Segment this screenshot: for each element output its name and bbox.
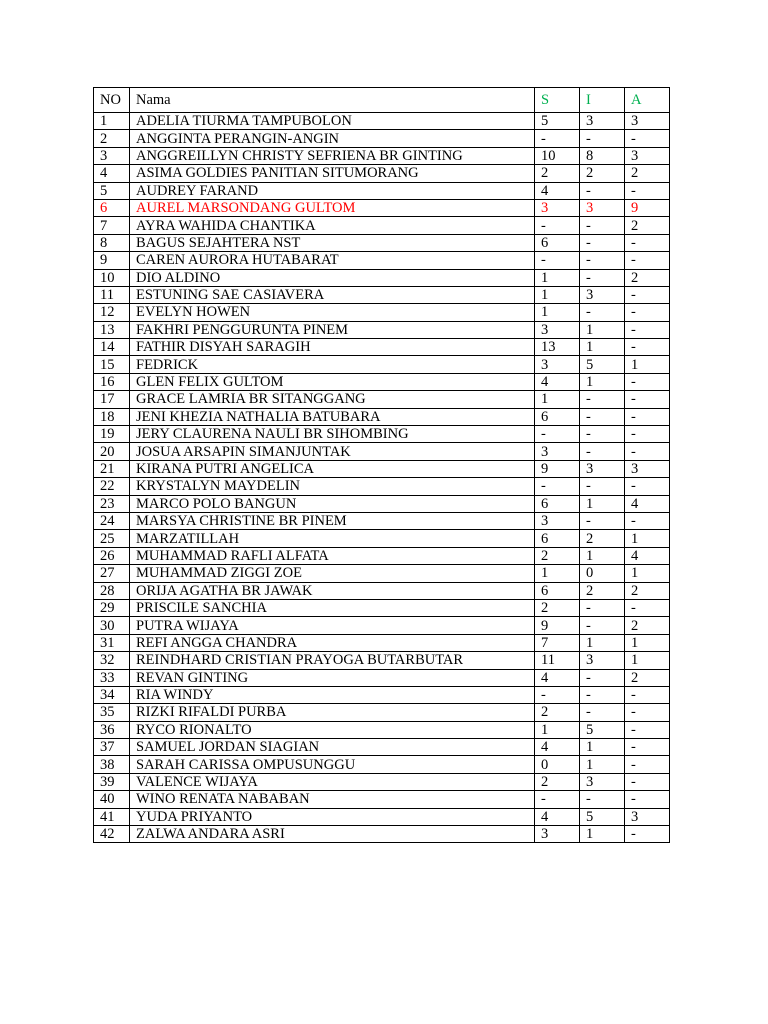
sakit-count-cell: -	[535, 426, 580, 443]
alpa-count-cell: -	[625, 756, 670, 773]
alpa-count-cell: 2	[625, 269, 670, 286]
sakit-count-cell: 3	[535, 826, 580, 843]
row-number-cell: 37	[94, 739, 130, 756]
sakit-count-cell: 6	[535, 408, 580, 425]
table-row	[94, 304, 670, 321]
row-number-cell: 38	[94, 756, 130, 773]
izin-count-cell: 1	[580, 634, 625, 651]
table-row	[94, 460, 670, 477]
table-row	[94, 652, 670, 669]
alpa-count-cell: -	[625, 721, 670, 738]
izin-count-cell: -	[580, 391, 625, 408]
table-row	[94, 426, 670, 443]
student-name-cell: PUTRA WIJAYA	[130, 617, 535, 634]
alpa-count-cell: -	[625, 443, 670, 460]
row-number-cell: 31	[94, 634, 130, 651]
row-number-cell: 1	[94, 113, 130, 130]
student-name-cell: AUREL MARSONDANG GULTOM	[130, 199, 535, 216]
table-row	[94, 408, 670, 425]
alpa-count-cell: 1	[625, 634, 670, 651]
izin-count-cell: 3	[580, 199, 625, 216]
sakit-count-cell: 1	[535, 391, 580, 408]
student-name-cell: FEDRICK	[130, 356, 535, 373]
alpa-count-cell: 2	[625, 617, 670, 634]
sakit-count-cell: 2	[535, 547, 580, 564]
student-name-cell: WINO RENATA NABABAN	[130, 791, 535, 808]
row-number-cell: 24	[94, 512, 130, 529]
sakit-count-cell: 1	[535, 721, 580, 738]
izin-count-cell: -	[580, 182, 625, 199]
table-row	[94, 373, 670, 390]
alpa-count-cell: -	[625, 512, 670, 529]
alpa-count-cell: 3	[625, 808, 670, 825]
sakit-count-cell: 6	[535, 530, 580, 547]
sakit-count-cell: 4	[535, 182, 580, 199]
student-name-cell: MARZATILLAH	[130, 530, 535, 547]
sakit-count-cell: 1	[535, 304, 580, 321]
table-row	[94, 234, 670, 251]
sakit-count-cell: 13	[535, 339, 580, 356]
izin-count-cell: -	[580, 304, 625, 321]
izin-count-cell: 1	[580, 339, 625, 356]
row-number-cell: 42	[94, 826, 130, 843]
izin-count-cell: 2	[580, 582, 625, 599]
alpa-count-cell: 3	[625, 147, 670, 164]
sakit-count-cell: 0	[535, 756, 580, 773]
sakit-count-cell: 5	[535, 113, 580, 130]
izin-count-cell: -	[580, 617, 625, 634]
sakit-count-cell: 4	[535, 373, 580, 390]
student-name-cell: ANGGREILLYN CHRISTY SEFRIENA BR GINTING	[130, 147, 535, 164]
row-number-cell: 35	[94, 704, 130, 721]
row-number-cell: 14	[94, 339, 130, 356]
izin-count-cell: -	[580, 686, 625, 703]
alpa-count-cell: 1	[625, 565, 670, 582]
sakit-count-cell: -	[535, 217, 580, 234]
attendance-table	[93, 87, 670, 843]
izin-count-cell: -	[580, 443, 625, 460]
student-name-cell: ZALWA ANDARA ASRI	[130, 826, 535, 843]
sakit-count-cell: 4	[535, 808, 580, 825]
alpa-count-cell: -	[625, 478, 670, 495]
table-row	[94, 739, 670, 756]
izin-count-cell: 1	[580, 373, 625, 390]
alpa-count-cell: 1	[625, 356, 670, 373]
izin-count-cell: 3	[580, 460, 625, 477]
sakit-count-cell: -	[535, 130, 580, 147]
table-row	[94, 791, 670, 808]
student-name-cell: KIRANA PUTRI ANGELICA	[130, 460, 535, 477]
table-row	[94, 634, 670, 651]
student-name-cell: FAKHRI PENGGURUNTA PINEM	[130, 321, 535, 338]
alpa-count-cell: -	[625, 739, 670, 756]
student-name-cell: MARCO POLO BANGUN	[130, 495, 535, 512]
sakit-count-cell: 7	[535, 634, 580, 651]
header-no: NO	[94, 88, 130, 113]
izin-count-cell: -	[580, 217, 625, 234]
izin-count-cell: 1	[580, 756, 625, 773]
row-number-cell: 12	[94, 304, 130, 321]
sakit-count-cell: -	[535, 252, 580, 269]
sakit-count-cell: 2	[535, 704, 580, 721]
student-name-cell: YUDA PRIYANTO	[130, 808, 535, 825]
table-row	[94, 269, 670, 286]
row-number-cell: 17	[94, 391, 130, 408]
izin-count-cell: -	[580, 669, 625, 686]
student-name-cell: ESTUNING SAE CASIAVERA	[130, 286, 535, 303]
student-name-cell: AUDREY FARAND	[130, 182, 535, 199]
alpa-count-cell: -	[625, 686, 670, 703]
table-row	[94, 565, 670, 582]
izin-count-cell: 5	[580, 356, 625, 373]
izin-count-cell: 5	[580, 808, 625, 825]
row-number-cell: 6	[94, 199, 130, 216]
izin-count-cell: 8	[580, 147, 625, 164]
table-row	[94, 756, 670, 773]
table-row	[94, 808, 670, 825]
table-body	[94, 113, 670, 843]
row-number-cell: 23	[94, 495, 130, 512]
row-number-cell: 16	[94, 373, 130, 390]
student-name-cell: REVAN GINTING	[130, 669, 535, 686]
table-row	[94, 599, 670, 616]
student-name-cell: PRISCILE SANCHIA	[130, 599, 535, 616]
student-name-cell: DIO ALDINO	[130, 269, 535, 286]
table-row	[94, 182, 670, 199]
row-number-cell: 10	[94, 269, 130, 286]
row-number-cell: 2	[94, 130, 130, 147]
table-row	[94, 391, 670, 408]
student-name-cell: JERY CLAURENA NAULI BR SIHOMBING	[130, 426, 535, 443]
student-name-cell: GRACE LAMRIA BR SITANGGANG	[130, 391, 535, 408]
alpa-count-cell: 2	[625, 165, 670, 182]
header-sakit: S	[535, 88, 580, 113]
student-name-cell: REFI ANGGA CHANDRA	[130, 634, 535, 651]
alpa-count-cell: -	[625, 599, 670, 616]
sakit-count-cell: 3	[535, 321, 580, 338]
table-row	[94, 547, 670, 564]
izin-count-cell: 5	[580, 721, 625, 738]
table-row	[94, 826, 670, 843]
row-number-cell: 13	[94, 321, 130, 338]
student-name-cell: SAMUEL JORDAN SIAGIAN	[130, 739, 535, 756]
sakit-count-cell: 6	[535, 495, 580, 512]
izin-count-cell: 2	[580, 530, 625, 547]
izin-count-cell: -	[580, 252, 625, 269]
table-row	[94, 113, 670, 130]
alpa-count-cell: 1	[625, 530, 670, 547]
row-number-cell: 33	[94, 669, 130, 686]
table-row	[94, 512, 670, 529]
row-number-cell: 21	[94, 460, 130, 477]
sakit-count-cell: 6	[535, 234, 580, 251]
row-number-cell: 3	[94, 147, 130, 164]
sakit-count-cell: 1	[535, 286, 580, 303]
row-number-cell: 5	[94, 182, 130, 199]
table-row	[94, 495, 670, 512]
izin-count-cell: 2	[580, 165, 625, 182]
student-name-cell: ADELIA TIURMA TAMPUBOLON	[130, 113, 535, 130]
table-row	[94, 339, 670, 356]
table-row	[94, 686, 670, 703]
student-name-cell: GLEN FELIX GULTOM	[130, 373, 535, 390]
student-name-cell: KRYSTALYN MAYDELIN	[130, 478, 535, 495]
row-number-cell: 20	[94, 443, 130, 460]
izin-count-cell: 1	[580, 826, 625, 843]
row-number-cell: 39	[94, 773, 130, 790]
table-row	[94, 478, 670, 495]
alpa-count-cell: -	[625, 252, 670, 269]
izin-count-cell: -	[580, 704, 625, 721]
row-number-cell: 15	[94, 356, 130, 373]
header-nama: Nama	[130, 88, 535, 113]
table-row	[94, 617, 670, 634]
alpa-count-cell: -	[625, 426, 670, 443]
student-name-cell: JOSUA ARSAPIN SIMANJUNTAK	[130, 443, 535, 460]
row-number-cell: 28	[94, 582, 130, 599]
table-row	[94, 582, 670, 599]
alpa-count-cell: -	[625, 182, 670, 199]
table-row	[94, 252, 670, 269]
table-row	[94, 704, 670, 721]
alpa-count-cell: 9	[625, 199, 670, 216]
student-name-cell: VALENCE WIJAYA	[130, 773, 535, 790]
izin-count-cell: -	[580, 512, 625, 529]
izin-count-cell: 3	[580, 113, 625, 130]
row-number-cell: 34	[94, 686, 130, 703]
izin-count-cell: -	[580, 269, 625, 286]
student-name-cell: REINDHARD CRISTIAN PRAYOGA BUTARBUTAR	[130, 652, 535, 669]
izin-count-cell: -	[580, 130, 625, 147]
row-number-cell: 8	[94, 234, 130, 251]
sakit-count-cell: 9	[535, 617, 580, 634]
table-row	[94, 147, 670, 164]
sakit-count-cell: 4	[535, 739, 580, 756]
sakit-count-cell: 11	[535, 652, 580, 669]
row-number-cell: 11	[94, 286, 130, 303]
sakit-count-cell: -	[535, 478, 580, 495]
student-name-cell: ASIMA GOLDIES PANITIAN SITUMORANG	[130, 165, 535, 182]
table-row	[94, 443, 670, 460]
alpa-count-cell: -	[625, 373, 670, 390]
row-number-cell: 29	[94, 599, 130, 616]
student-name-cell: JENI KHEZIA NATHALIA BATUBARA	[130, 408, 535, 425]
alpa-count-cell: -	[625, 791, 670, 808]
row-number-cell: 9	[94, 252, 130, 269]
alpa-count-cell: -	[625, 339, 670, 356]
alpa-count-cell: -	[625, 321, 670, 338]
izin-count-cell: 1	[580, 321, 625, 338]
alpa-count-cell: -	[625, 773, 670, 790]
student-name-cell: ORIJA AGATHA BR JAWAK	[130, 582, 535, 599]
izin-count-cell: 3	[580, 286, 625, 303]
table-row	[94, 217, 670, 234]
row-number-cell: 4	[94, 165, 130, 182]
table-row	[94, 286, 670, 303]
alpa-count-cell: 3	[625, 113, 670, 130]
sakit-count-cell: 2	[535, 773, 580, 790]
row-number-cell: 22	[94, 478, 130, 495]
alpa-count-cell: -	[625, 408, 670, 425]
table-row	[94, 356, 670, 373]
table-row	[94, 130, 670, 147]
row-number-cell: 18	[94, 408, 130, 425]
row-number-cell: 26	[94, 547, 130, 564]
izin-count-cell: 0	[580, 565, 625, 582]
table-row	[94, 165, 670, 182]
student-name-cell: MARSYA CHRISTINE BR PINEM	[130, 512, 535, 529]
row-number-cell: 7	[94, 217, 130, 234]
izin-count-cell: 1	[580, 547, 625, 564]
sakit-count-cell: 2	[535, 599, 580, 616]
izin-count-cell: 3	[580, 652, 625, 669]
sakit-count-cell: 2	[535, 165, 580, 182]
header-alpa: A	[625, 88, 670, 113]
sakit-count-cell: 9	[535, 460, 580, 477]
row-number-cell: 30	[94, 617, 130, 634]
alpa-count-cell: -	[625, 391, 670, 408]
row-number-cell: 19	[94, 426, 130, 443]
izin-count-cell: 1	[580, 495, 625, 512]
student-name-cell: SARAH CARISSA OMPUSUNGGU	[130, 756, 535, 773]
alpa-count-cell: -	[625, 704, 670, 721]
sakit-count-cell: 1	[535, 269, 580, 286]
alpa-count-cell: 2	[625, 582, 670, 599]
student-name-cell: RIZKI RIFALDI PURBA	[130, 704, 535, 721]
alpa-count-cell: 4	[625, 547, 670, 564]
sakit-count-cell: 3	[535, 199, 580, 216]
student-name-cell: FATHIR DISYAH SARAGIH	[130, 339, 535, 356]
student-name-cell: BAGUS SEJAHTERA NST	[130, 234, 535, 251]
row-number-cell: 32	[94, 652, 130, 669]
row-number-cell: 25	[94, 530, 130, 547]
izin-count-cell: -	[580, 408, 625, 425]
student-name-cell: AYRA WAHIDA CHANTIKA	[130, 217, 535, 234]
alpa-count-cell: -	[625, 304, 670, 321]
table-row	[94, 669, 670, 686]
row-number-cell: 41	[94, 808, 130, 825]
table-row	[94, 321, 670, 338]
sakit-count-cell: 3	[535, 443, 580, 460]
sakit-count-cell: 4	[535, 669, 580, 686]
student-name-cell: MUHAMMAD ZIGGI ZOE	[130, 565, 535, 582]
student-name-cell: RYCO RIONALTO	[130, 721, 535, 738]
student-name-cell: CAREN AURORA HUTABARAT	[130, 252, 535, 269]
izin-count-cell: -	[580, 791, 625, 808]
student-name-cell: MUHAMMAD RAFLI ALFATA	[130, 547, 535, 564]
sakit-count-cell: 3	[535, 356, 580, 373]
alpa-count-cell: 1	[625, 652, 670, 669]
student-name-cell: EVELYN HOWEN	[130, 304, 535, 321]
row-number-cell: 27	[94, 565, 130, 582]
izin-count-cell: -	[580, 234, 625, 251]
alpa-count-cell: -	[625, 826, 670, 843]
student-name-cell: RIA WINDY	[130, 686, 535, 703]
alpa-count-cell: 3	[625, 460, 670, 477]
izin-count-cell: -	[580, 599, 625, 616]
sakit-count-cell: 1	[535, 565, 580, 582]
table-row	[94, 530, 670, 547]
sakit-count-cell: 10	[535, 147, 580, 164]
alpa-count-cell: -	[625, 234, 670, 251]
alpa-count-cell: -	[625, 286, 670, 303]
table-row	[94, 721, 670, 738]
alpa-count-cell: 2	[625, 217, 670, 234]
sakit-count-cell: -	[535, 791, 580, 808]
row-number-cell: 36	[94, 721, 130, 738]
alpa-count-cell: 2	[625, 669, 670, 686]
sakit-count-cell: 3	[535, 512, 580, 529]
header-izin: I	[580, 88, 625, 113]
sakit-count-cell: -	[535, 686, 580, 703]
izin-count-cell: 1	[580, 739, 625, 756]
alpa-count-cell: 4	[625, 495, 670, 512]
alpa-count-cell: -	[625, 130, 670, 147]
izin-count-cell: 3	[580, 773, 625, 790]
izin-count-cell: -	[580, 426, 625, 443]
row-number-cell: 40	[94, 791, 130, 808]
sakit-count-cell: 6	[535, 582, 580, 599]
header-row	[94, 88, 670, 113]
izin-count-cell: -	[580, 478, 625, 495]
student-name-cell: ANGGINTA PERANGIN-ANGIN	[130, 130, 535, 147]
table-row	[94, 199, 670, 216]
table-row	[94, 773, 670, 790]
